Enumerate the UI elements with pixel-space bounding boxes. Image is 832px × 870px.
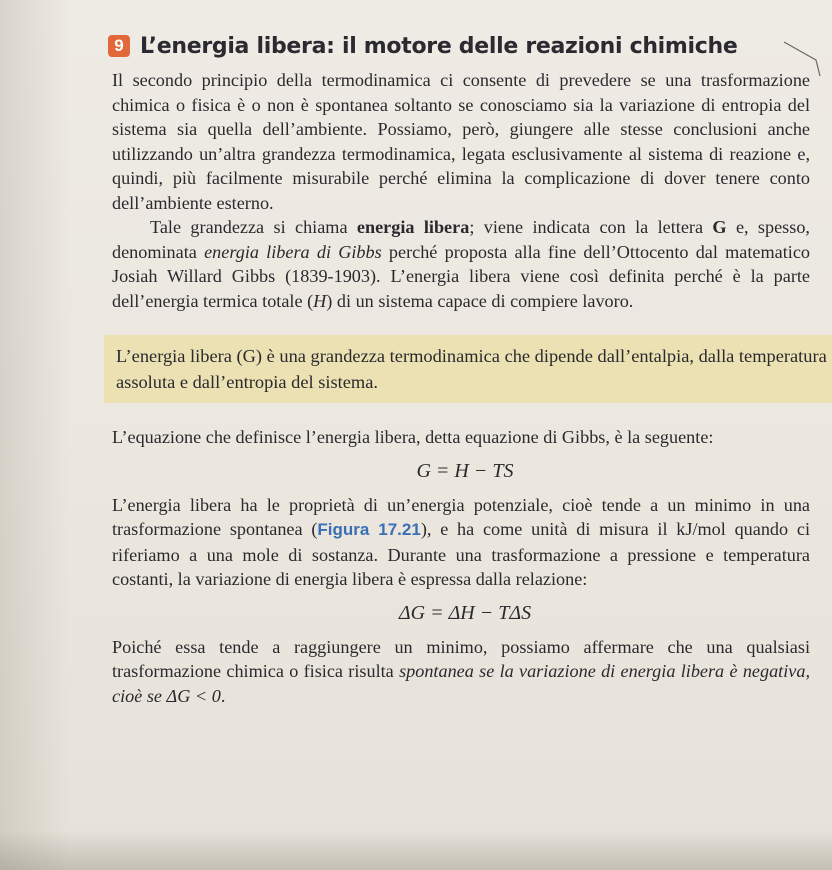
definition-text: L’energia libera (G) è una grandezza termodinamica che dipende dall’entalpia, dalla temperatura assoluta e dall’entropia del sistema. — [116, 346, 827, 392]
p2-text-after-letter: e, spesso, denominata — [112, 217, 810, 262]
paragraph-intro: Il secondo principio della termodinamica ci consente di prevedere se una trasformazione chimica o fisica è o non è spontanea soltanto se conosciamo sia la variazione di entropia del sistema sia quella dell’ambiente. Possiamo, però, giungere alle stesse conclusioni anche utilizzando un’altra grandezza termodinamica, legata esclusivamente al sistema di reazione e, quindi, più facilmente misurabile perché elimina la complicazione di dover tenere conto dell’ambiente esterno. — [112, 70, 810, 213]
page-bottom-shadow — [0, 830, 832, 870]
section-number-badge: 9 — [108, 35, 130, 57]
p2-text-rest: perché proposta alla fine dell’Ottocento dal matematico Josiah Willard Gibbs (1839-1903). L’energia libera viene così definita perché è la parte dell’energia termica totale ( — [112, 241, 810, 311]
p5-text-before: Poiché essa tende a raggiungere un minimo, possiamo affermare che una qualsiasi trasformazione chimica o fisica risulta — [112, 636, 810, 681]
paragraph-spontaneity — [50, 635, 820, 709]
symbol-h: H — [313, 290, 327, 311]
term-gibbs-energy: energia libera di Gibbs — [204, 241, 382, 262]
page-content — [50, 30, 827, 708]
p2-text-end: ) di un sistema capace di compiere lavoro. — [326, 290, 634, 311]
delta-g-equation: ΔG = ΔH − TΔS — [398, 601, 532, 624]
paragraph-free-energy — [50, 215, 820, 313]
definition-box — [104, 335, 832, 403]
section-heading — [108, 30, 820, 62]
paragraph-equation-intro: L’equazione che definisce l’energia libera, detta equazione di Gibbs, è la seguente: — [112, 427, 714, 447]
p5-text-end: . — [220, 685, 226, 706]
p4-text-after: ), e ha come unità di misura il kJ/mol quando ci riferiamo a una mole di sostanza. Durante una trasformazione a pressione e temperatura costanti, la variazione di energia libera è espressa dalla relazione: — [112, 519, 810, 589]
gibbs-equation: G = H − TS — [416, 459, 514, 482]
figure-reference-link[interactable]: Figura 17.21 — [317, 520, 421, 539]
p4-text-before: L’energia libera ha le proprietà di un’energia potenziale, cioè tende a un minimo in una trasformazione spontanea ( — [112, 494, 810, 539]
term-letter-g: G — [712, 217, 727, 237]
p5-condition-math: ΔG < 0 — [162, 685, 221, 706]
p2-text-middle: ; viene indicata con la lettera — [469, 217, 713, 237]
paragraph-potential-energy — [50, 493, 820, 592]
p5-italic-statement: spontanea se la variazione di energia libera è negativa, cioè se — [112, 661, 810, 706]
p2-text-before: Tale grandezza si chiama — [150, 217, 357, 237]
term-energia-libera: energia libera — [356, 217, 470, 237]
section-title: L’energia libera: il motore delle reazioni chimiche — [140, 33, 738, 59]
